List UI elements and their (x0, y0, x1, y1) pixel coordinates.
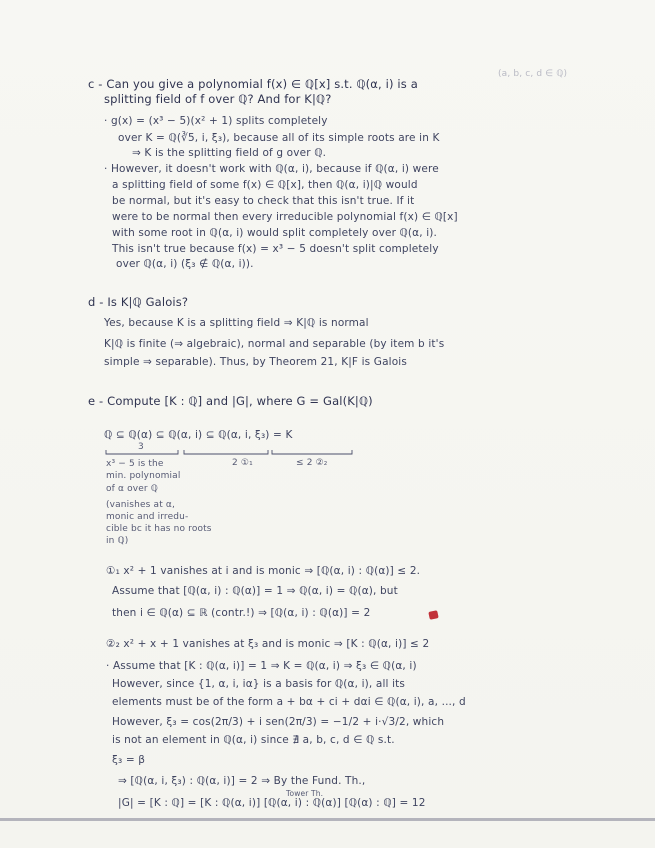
tower-degree-2b: ≤ 2 ②₂ (296, 458, 328, 468)
min-poly-note-1: x³ − 5 is the (106, 459, 164, 469)
part-d-question-text: Is K|ℚ Galois? (107, 295, 189, 309)
min-poly-note-7: in ℚ) (106, 536, 129, 546)
tower-degree-2a: 2 ①₁ (232, 458, 253, 468)
final-result-line: |G| = [K : ℚ] = [K : ℚ(α, i)] [ℚ(α, i) : ℚ(α)] [ℚ(α) : ℚ] = 12 (118, 797, 426, 809)
step-2-line-3: However, since {1, α, i, iα} is a basis for ℚ(α, i), all its (112, 678, 406, 690)
tower-theorem-note: Tower Th. (286, 789, 324, 798)
part-d-answer-line-3: simple ⇒ separable). Thus, by Theorem 21, K|F is Galois (104, 356, 407, 368)
step-2-line-5: However, ξ₃ = cos(2π/3) + i sen(2π/3) = −1/2 + i·√3/2, which (112, 716, 445, 728)
part-c-answer-line-4: · However, it doesn't work with ℚ(α, i), because if ℚ(α, i) were (104, 163, 439, 175)
page-bottom-edge (0, 818, 655, 821)
step-1-line-3: then i ∈ ℚ(α) ⊆ ℝ (contr.!) ⇒ [ℚ(α, i) : ℚ(α)] = 2 (112, 607, 371, 619)
part-c-answer-line-6: be normal, but it's easy to check that this isn't true. If it (112, 195, 415, 207)
step-1-line-1: ①₁ x² + 1 vanishes at i and is monic ⇒ [ℚ(α, i) : ℚ(α)] ≤ 2. (106, 565, 421, 577)
part-c-question-text-1: Can you give a polynomial f(x) ∈ ℚ[x] s.t. ℚ(α, i) is a (106, 77, 418, 91)
min-poly-note-2: min. polynomial (106, 471, 181, 481)
header-faint-text: (a, b, c, d ∈ ℚ) (498, 69, 568, 79)
part-c-answer-line-2: over K = ℚ(∛5, i, ξ₃), because all of its simple roots are in K (118, 132, 440, 144)
min-poly-note-4: (vanishes at α, (106, 500, 175, 510)
part-c-answer-line-7: were to be normal then every irreducible polynomial f(x) ∈ ℚ[x] (112, 211, 458, 223)
step-1-line-2: Assume that [ℚ(α, i) : ℚ(α)] = 1 ⇒ ℚ(α, i) = ℚ(α), but (112, 585, 398, 597)
min-poly-note-3: of α over ℚ (106, 484, 158, 494)
part-c-answer-line-9: This isn't true because f(x) = x³ − 5 doesn't split completely (112, 243, 439, 255)
part-c-answer-line-1: · g(x) = (x³ − 5)(x² + 1) splits completely (104, 115, 328, 127)
part-c-answer-line-10: over ℚ(α, i) (ξ₃ ∉ ℚ(α, i)). (116, 258, 254, 270)
tower-degree-3: 3 (138, 442, 144, 452)
step-2-line-2: · Assume that [K : ℚ(α, i)] = 1 ⇒ K = ℚ(α, i) ⇒ ξ₃ ∈ ℚ(α, i) (106, 660, 417, 672)
part-c-answer-line-8: with some root in ℚ(α, i) would split completely over ℚ(α, i). (112, 227, 438, 239)
part-c-answer-line-5: a splitting field of some f(x) ∈ ℚ[x], then ℚ(α, i)|ℚ would (112, 179, 418, 191)
field-tower: ℚ ⊆ ℚ(α) ⊆ ℚ(α, i) ⊆ ℚ(α, i, ξ₃) = K (104, 429, 293, 441)
part-c-answer-line-3: ⇒ K is the splitting field of g over ℚ. (132, 147, 327, 159)
part-e-question-text: Compute [K : ℚ] and |G|, where G = Gal(K|ℚ) (107, 394, 373, 408)
part-d-label: d - (88, 295, 104, 309)
step-2-line-1: ②₂ x² + x + 1 vanishes at ξ₃ and is monic ⇒ [K : ℚ(α, i)] ≤ 2 (106, 638, 430, 650)
step-2-line-8: ⇒ [ℚ(α, i, ξ₃) : ℚ(α, i)] = 2 ⇒ By the Fund. Th., (118, 775, 366, 787)
part-c-question-line-2: splitting field of f over ℚ? And for K|ℚ? (104, 92, 332, 106)
step-2-line-6: is not an element in ℚ(α, i) since ∄ a, b, c, d ∈ ℚ s.t. (112, 734, 395, 746)
part-d-answer-line-1: Yes, because K is a splitting field ⇒ K|ℚ is normal (104, 317, 369, 329)
step-2-line-7: ξ₃ = β (112, 754, 146, 766)
part-e-label: e - (88, 394, 104, 408)
min-poly-note-5: monic and irredu- (106, 512, 189, 522)
part-c-label: c - (88, 77, 103, 91)
step-2-line-4: elements must be of the form a + bα + ci + dαi ∈ ℚ(α, i), a, ..., d (112, 696, 466, 708)
part-d-answer-line-2: K|ℚ is finite (⇒ algebraic), normal and separable (by item b it's (104, 338, 445, 350)
min-poly-note-6: cible bc it has no roots (106, 524, 212, 534)
